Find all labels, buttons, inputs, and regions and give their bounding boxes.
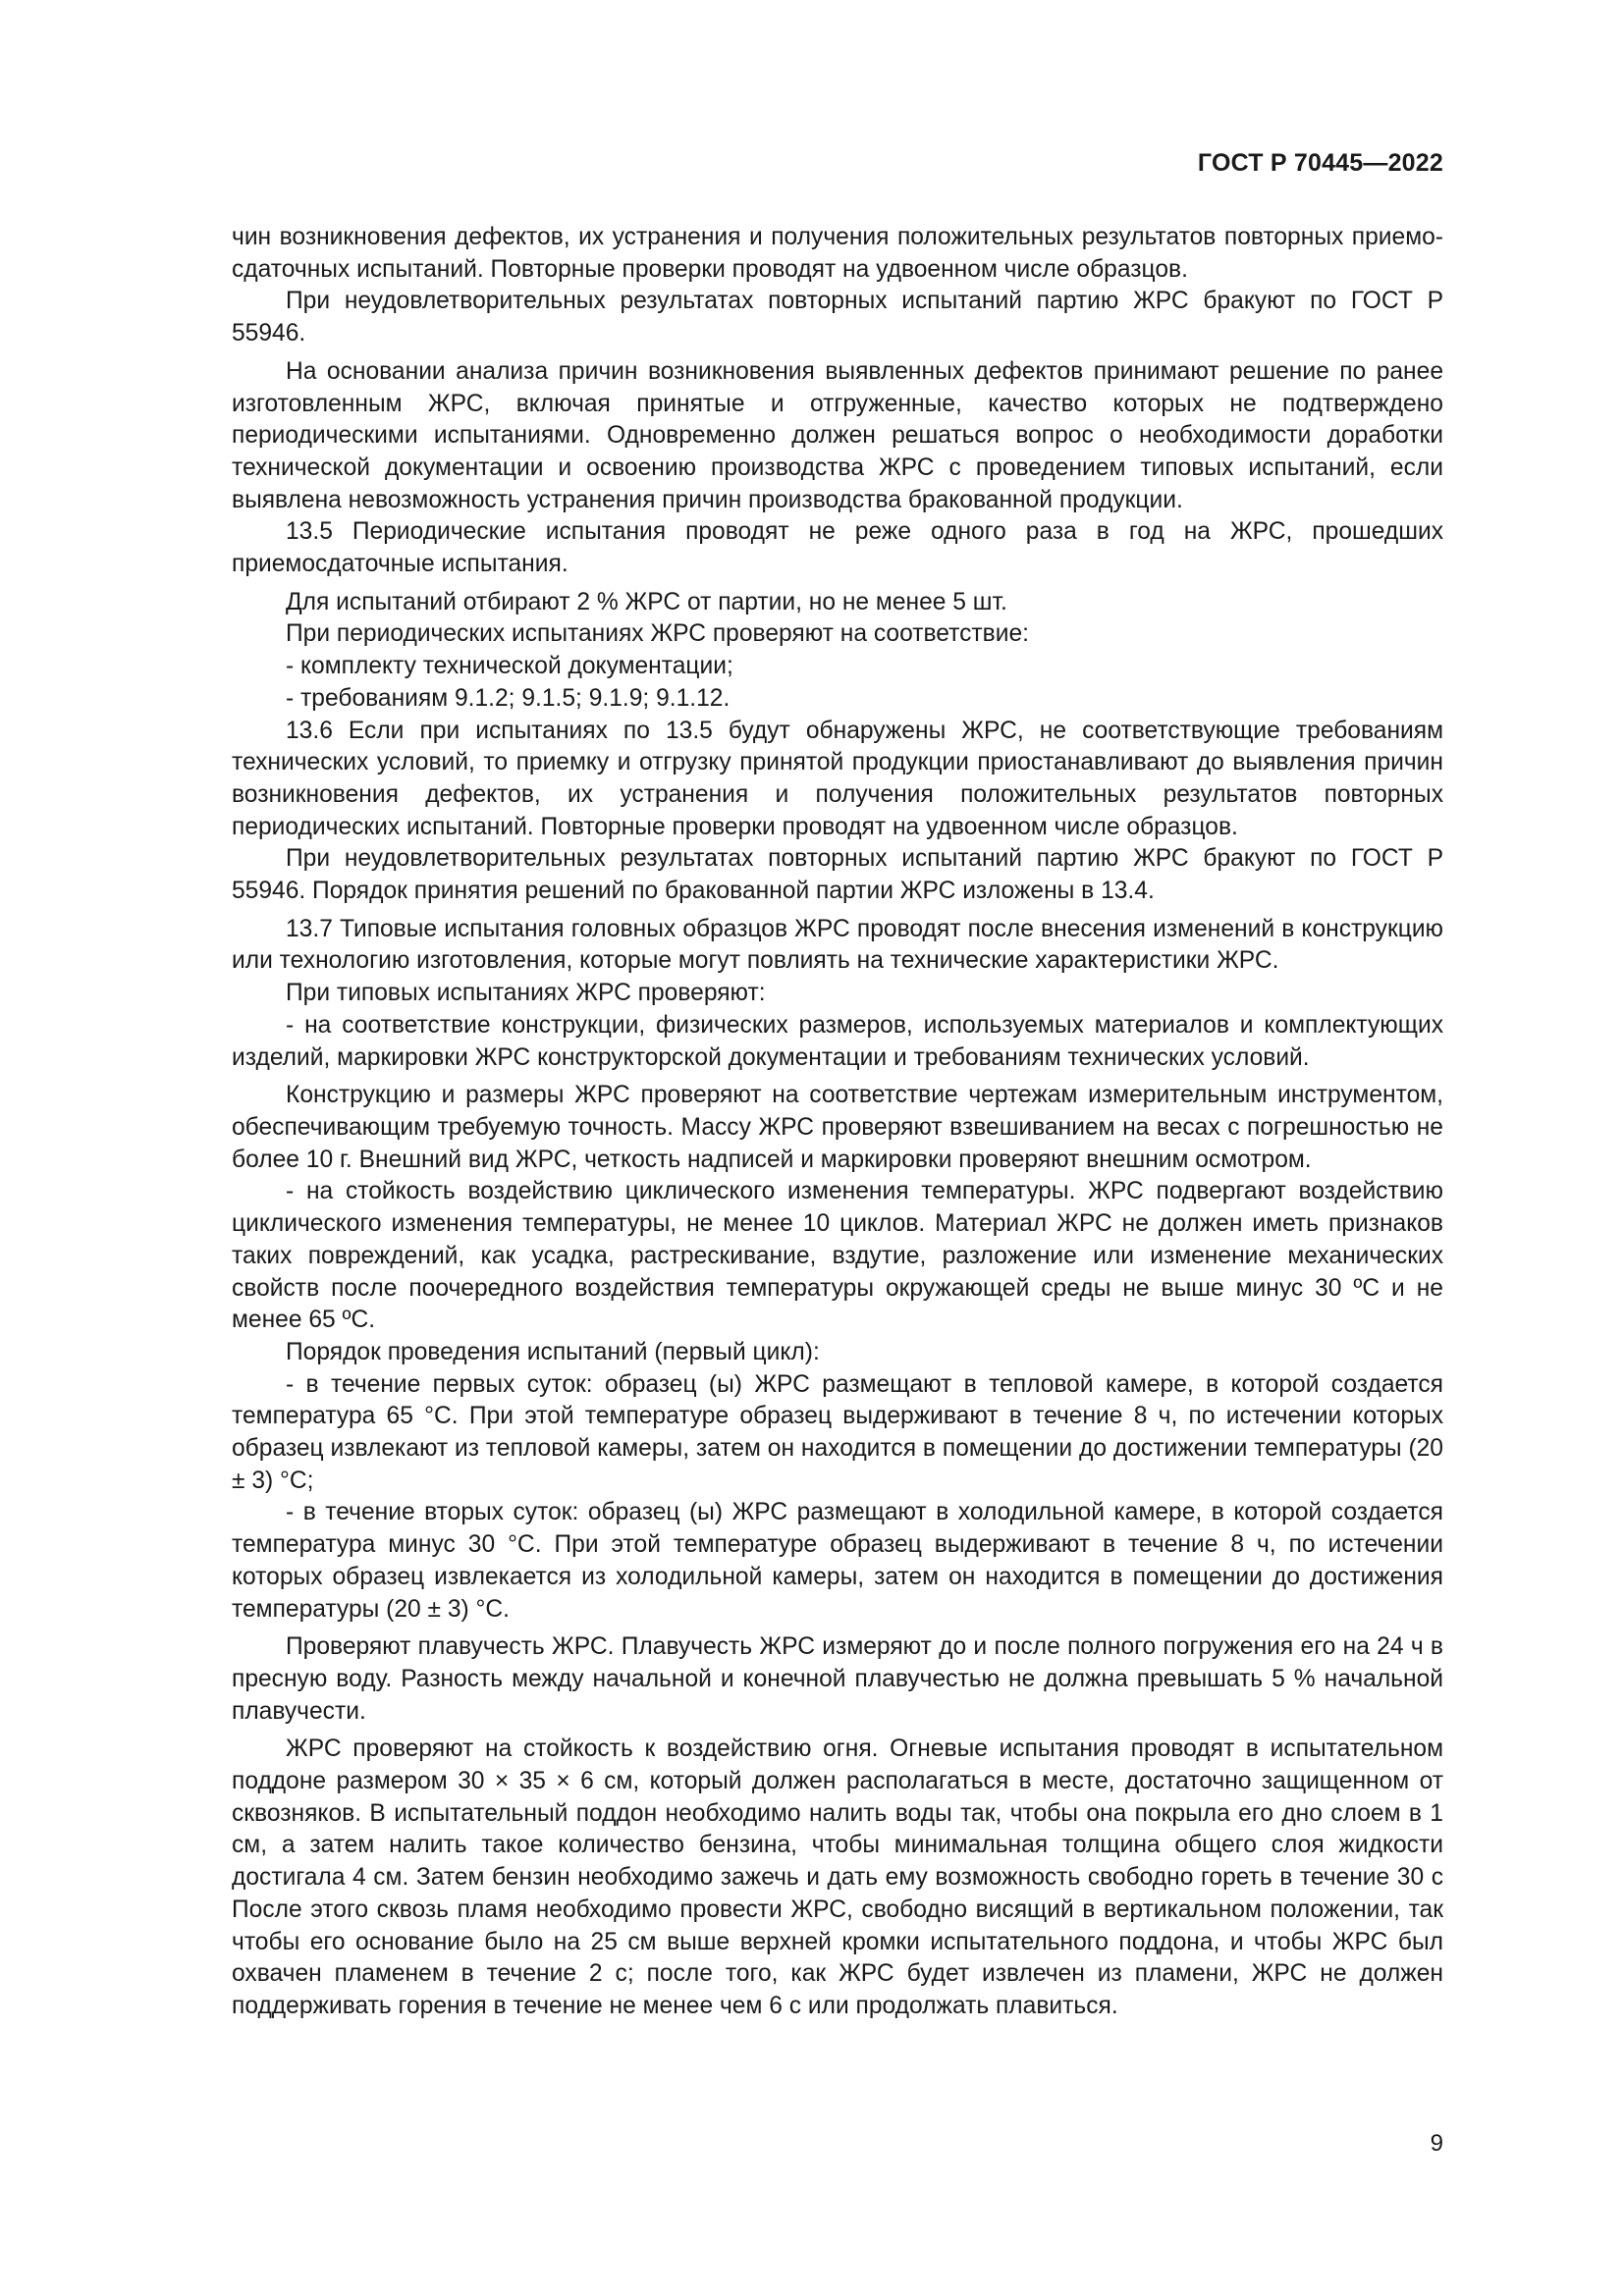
paragraph: ЖРС проверяют на стойкость к воздействию огня. Огневые испытания проводят в испытательном поддоне размером 30 × 35 × 6 см, который должен располагаться в месте, достаточно защищенном от сквозняков. В испытательный поддон необходимо налить воды так, чтобы она покрыла его дно слоем в 1 см, а затем налить такое количество бензина, чтобы минимальная толщина общего слоя жидкости достигала 4 см. Затем бензин необходимо зажечь и дать ему возможность свободно гореть в течение 30 с После этого сквозь пламя необходимо провести ЖРС, свободно висящий в вертикальном положении, так чтобы его основание было на 25 см выше верхней кромки испытательного поддона, и чтобы ЖРС был охвачен пламенем в течение 2 с; после того, как ЖРС будет извлечен из пламени, ЖРС не должен поддерживать горения в течение не менее чем 6 с или продолжать плавиться. bbox=[232, 1735, 1443, 2019]
paragraph: При неудовлетворительных результатах повторных испытаний партию ЖРС бракуют по ГОСТ Р 55946. Порядок принятия решений по бракованной партии ЖРС изложены в 13.4. bbox=[232, 845, 1443, 905]
paragraph: - на стойкость воздействию циклического изменения температуры. ЖРС подвергают воздействию циклического изменения температуры, не менее 10 циклов. Материал ЖРС не должен иметь признаков таких повреждений, как усадка, растрескивание, вздутие, разложение или изменение механических свойств после поочередного воздействия температуры окружающей среды не выше минус 30 ºС и не менее 65 ºС. bbox=[232, 1178, 1443, 1334]
paragraph: Конструкцию и размеры ЖРС проверяют на соответствие чертежам измерительным инструментом, обеспечивающим требуемую точность. Массу ЖРС проверяют взвешиванием на весах с погрешностью не более 10 г. Внешний вид ЖРС, четкость надписей и маркировки проверяют внешним осмотром. bbox=[232, 1082, 1443, 1173]
paragraph: Порядок проведения испытаний (первый цикл): bbox=[286, 1338, 820, 1365]
document-id-header: ГОСТ Р 70445—2022 bbox=[1197, 149, 1443, 177]
paragraph: При типовых испытаниях ЖРС проверяют: bbox=[286, 980, 766, 1007]
paragraph: При неудовлетворительных результатах повторных испытаний партию ЖРС бракуют по ГОСТ Р 55946. bbox=[232, 288, 1443, 347]
paragraph: - в течение первых суток: образец (ы) ЖРС размещают в тепловой камере, в которой создается температура 65 °С. При этой температуре образец выдерживают в течение 8 ч, по истечении которых образец извлекают из тепловой камеры, затем он находится в помещении до достижении температуры (20 ± 3) °С; bbox=[232, 1370, 1443, 1494]
paragraph: При периодических испытаниях ЖРС проверяют на соответствие: bbox=[286, 620, 1029, 648]
document-body bbox=[232, 222, 1443, 2023]
paragraph: чин возникновения дефектов, их устранения и получения положительных результатов повторных приемо-сдаточных испытаний. Повторные проверки проводят на удвоенном числе образцов. bbox=[232, 224, 1443, 283]
paragraph: На основании анализа причин возникновения выявленных дефектов принимают решение по ранее изготовленным ЖРС, включая принятые и отгруженные, качество которых не подтверждено периодическими испытаниями. Одновременно должен решаться вопрос о необходимости доработки технической документации и освоению производства ЖРС с проведением типовых испытаний, если выявлена невозможность устранения причин производства бракованной продукции. bbox=[232, 357, 1443, 513]
paragraph: Проверяют плавучесть ЖРС. Плавучесть ЖРС измеряют до и после полного погружения его на 24 ч в пресную воду. Разность между начальной и конечной плавучестью не должна превышать 5 % начальной плавучести. bbox=[232, 1633, 1443, 1725]
paragraph: 13.5 Периодические испытания проводят не реже одного раза в год на ЖРС, прошедших приемосдаточные испытания. bbox=[232, 518, 1443, 578]
paragraph: - требованиям 9.1.2; 9.1.5; 9.1.9; 9.1.12. bbox=[286, 684, 731, 712]
paragraph: - комплекту технической документации; bbox=[286, 653, 733, 680]
paragraph: - в течение вторых суток: образец (ы) ЖРС размещают в холодильной камере, в которой создается температура минус 30 °С. При этой температуре образец выдерживают в течение 8 ч, по истечении которых образец извлекается из холодильной камеры, затем он находится в помещении до достижения температуры (20 ± 3) °С. bbox=[232, 1499, 1443, 1623]
paragraph: 13.7 Типовые испытания головных образцов ЖРС проводят после внесения изменений в конструкцию или технологию изготовления, которые могут повлиять на технические характеристики ЖРС. bbox=[232, 915, 1443, 975]
paragraph: 13.6 Если при испытаниях по 13.5 будут обнаружены ЖРС, не соответствующие требованиям технических условий, то приемку и отгрузку принятой продукции приостанавливают до выявления причин возникновения дефектов, их устранения и получения положительных результатов повторных периодических испытаний. Повторные проверки проводят на удвоенном числе образцов. bbox=[232, 717, 1443, 840]
page-number: 9 bbox=[1430, 2130, 1443, 2157]
paragraph: - на соответствие конструкции, физических размеров, используемых материалов и комплектующих изделий, маркировки ЖРС конструкторской документации и требованиям технических условий. bbox=[232, 1011, 1443, 1071]
paragraph: Для испытаний отбирают 2 % ЖРС от партии, но не менее 5 шт. bbox=[286, 588, 1007, 615]
